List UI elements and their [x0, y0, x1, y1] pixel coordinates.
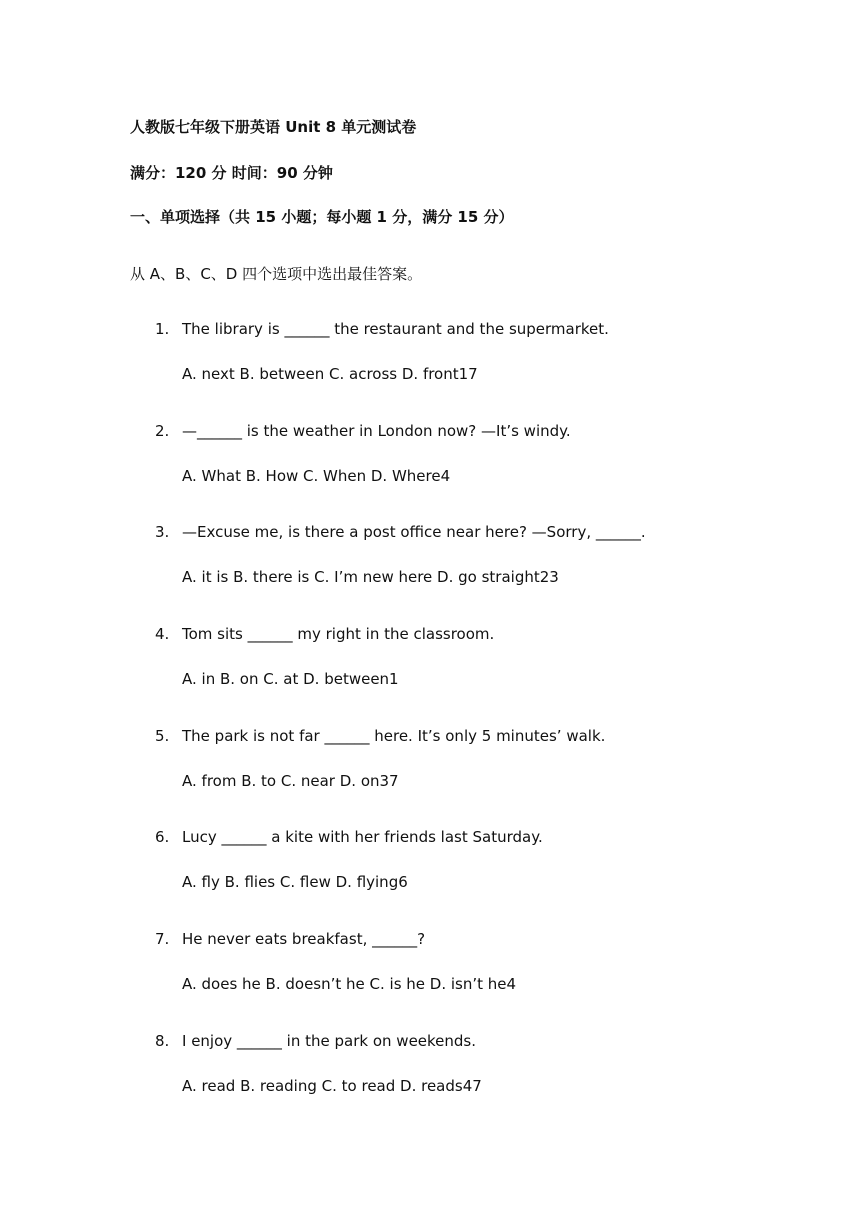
- question-options: A. from B. to C. near D. on37: [182, 772, 399, 790]
- question-number: 1.: [155, 320, 170, 338]
- question-5: [155, 727, 775, 807]
- question-stem: The library is ______ the restaurant and the supermarket.: [182, 320, 609, 338]
- question-number: 4.: [155, 625, 170, 643]
- question-stem: I enjoy ______ in the park on weekends.: [182, 1032, 477, 1050]
- question-options: A. does he B. doesn’t he C. is he D. isn’t he4: [182, 975, 517, 993]
- question-options: A. in B. on C. at D. between1: [182, 670, 399, 688]
- question-number: 2.: [155, 422, 170, 440]
- question-options: A. next B. between C. across D. front17: [182, 365, 478, 383]
- question-6: [155, 828, 775, 908]
- question-stem: Lucy ______ a kite with her friends last Saturday.: [182, 828, 543, 846]
- section-heading: 一、单项选择（共 15 小题；每小题 1 分，满分 15 分）: [130, 208, 514, 226]
- question-stem: —Excuse me, is there a post office near here? —Sorry, ______.: [182, 523, 646, 541]
- question-stem: The park is not far ______ here. It’s only 5 minutes’ walk.: [182, 727, 606, 745]
- question-number: 5.: [155, 727, 170, 745]
- question-options: A. What B. How C. When D. Where4: [182, 467, 451, 485]
- score-time-info: 满分：120 分 时间：90 分钟: [130, 164, 333, 182]
- question-number: 8.: [155, 1032, 170, 1050]
- question-1: [155, 320, 775, 400]
- question-8: [155, 1032, 775, 1112]
- question-options: A. fly B. flies C. flew D. flying6: [182, 873, 408, 891]
- question-7: [155, 930, 775, 1010]
- question-stem: Tom sits ______ my right in the classroom.: [182, 625, 495, 643]
- question-options: A. read B. reading C. to read D. reads47: [182, 1077, 482, 1095]
- question-number: 3.: [155, 523, 170, 541]
- question-number: 7.: [155, 930, 170, 948]
- question-3: [155, 523, 775, 603]
- question-stem: He never eats breakfast, ______?: [182, 930, 426, 948]
- question-4: [155, 625, 775, 705]
- question-2: [155, 422, 775, 502]
- question-number: 6.: [155, 828, 170, 846]
- instruction-text: 从 A、B、C、D 四个选项中选出最佳答案。: [130, 265, 423, 283]
- document-title: 人教版七年级下册英语 Unit 8 单元测试卷: [130, 118, 417, 136]
- question-options: A. it is B. there is C. I’m new here D. go straight23: [182, 568, 559, 586]
- question-stem: —______ is the weather in London now? —It’s windy.: [182, 422, 571, 440]
